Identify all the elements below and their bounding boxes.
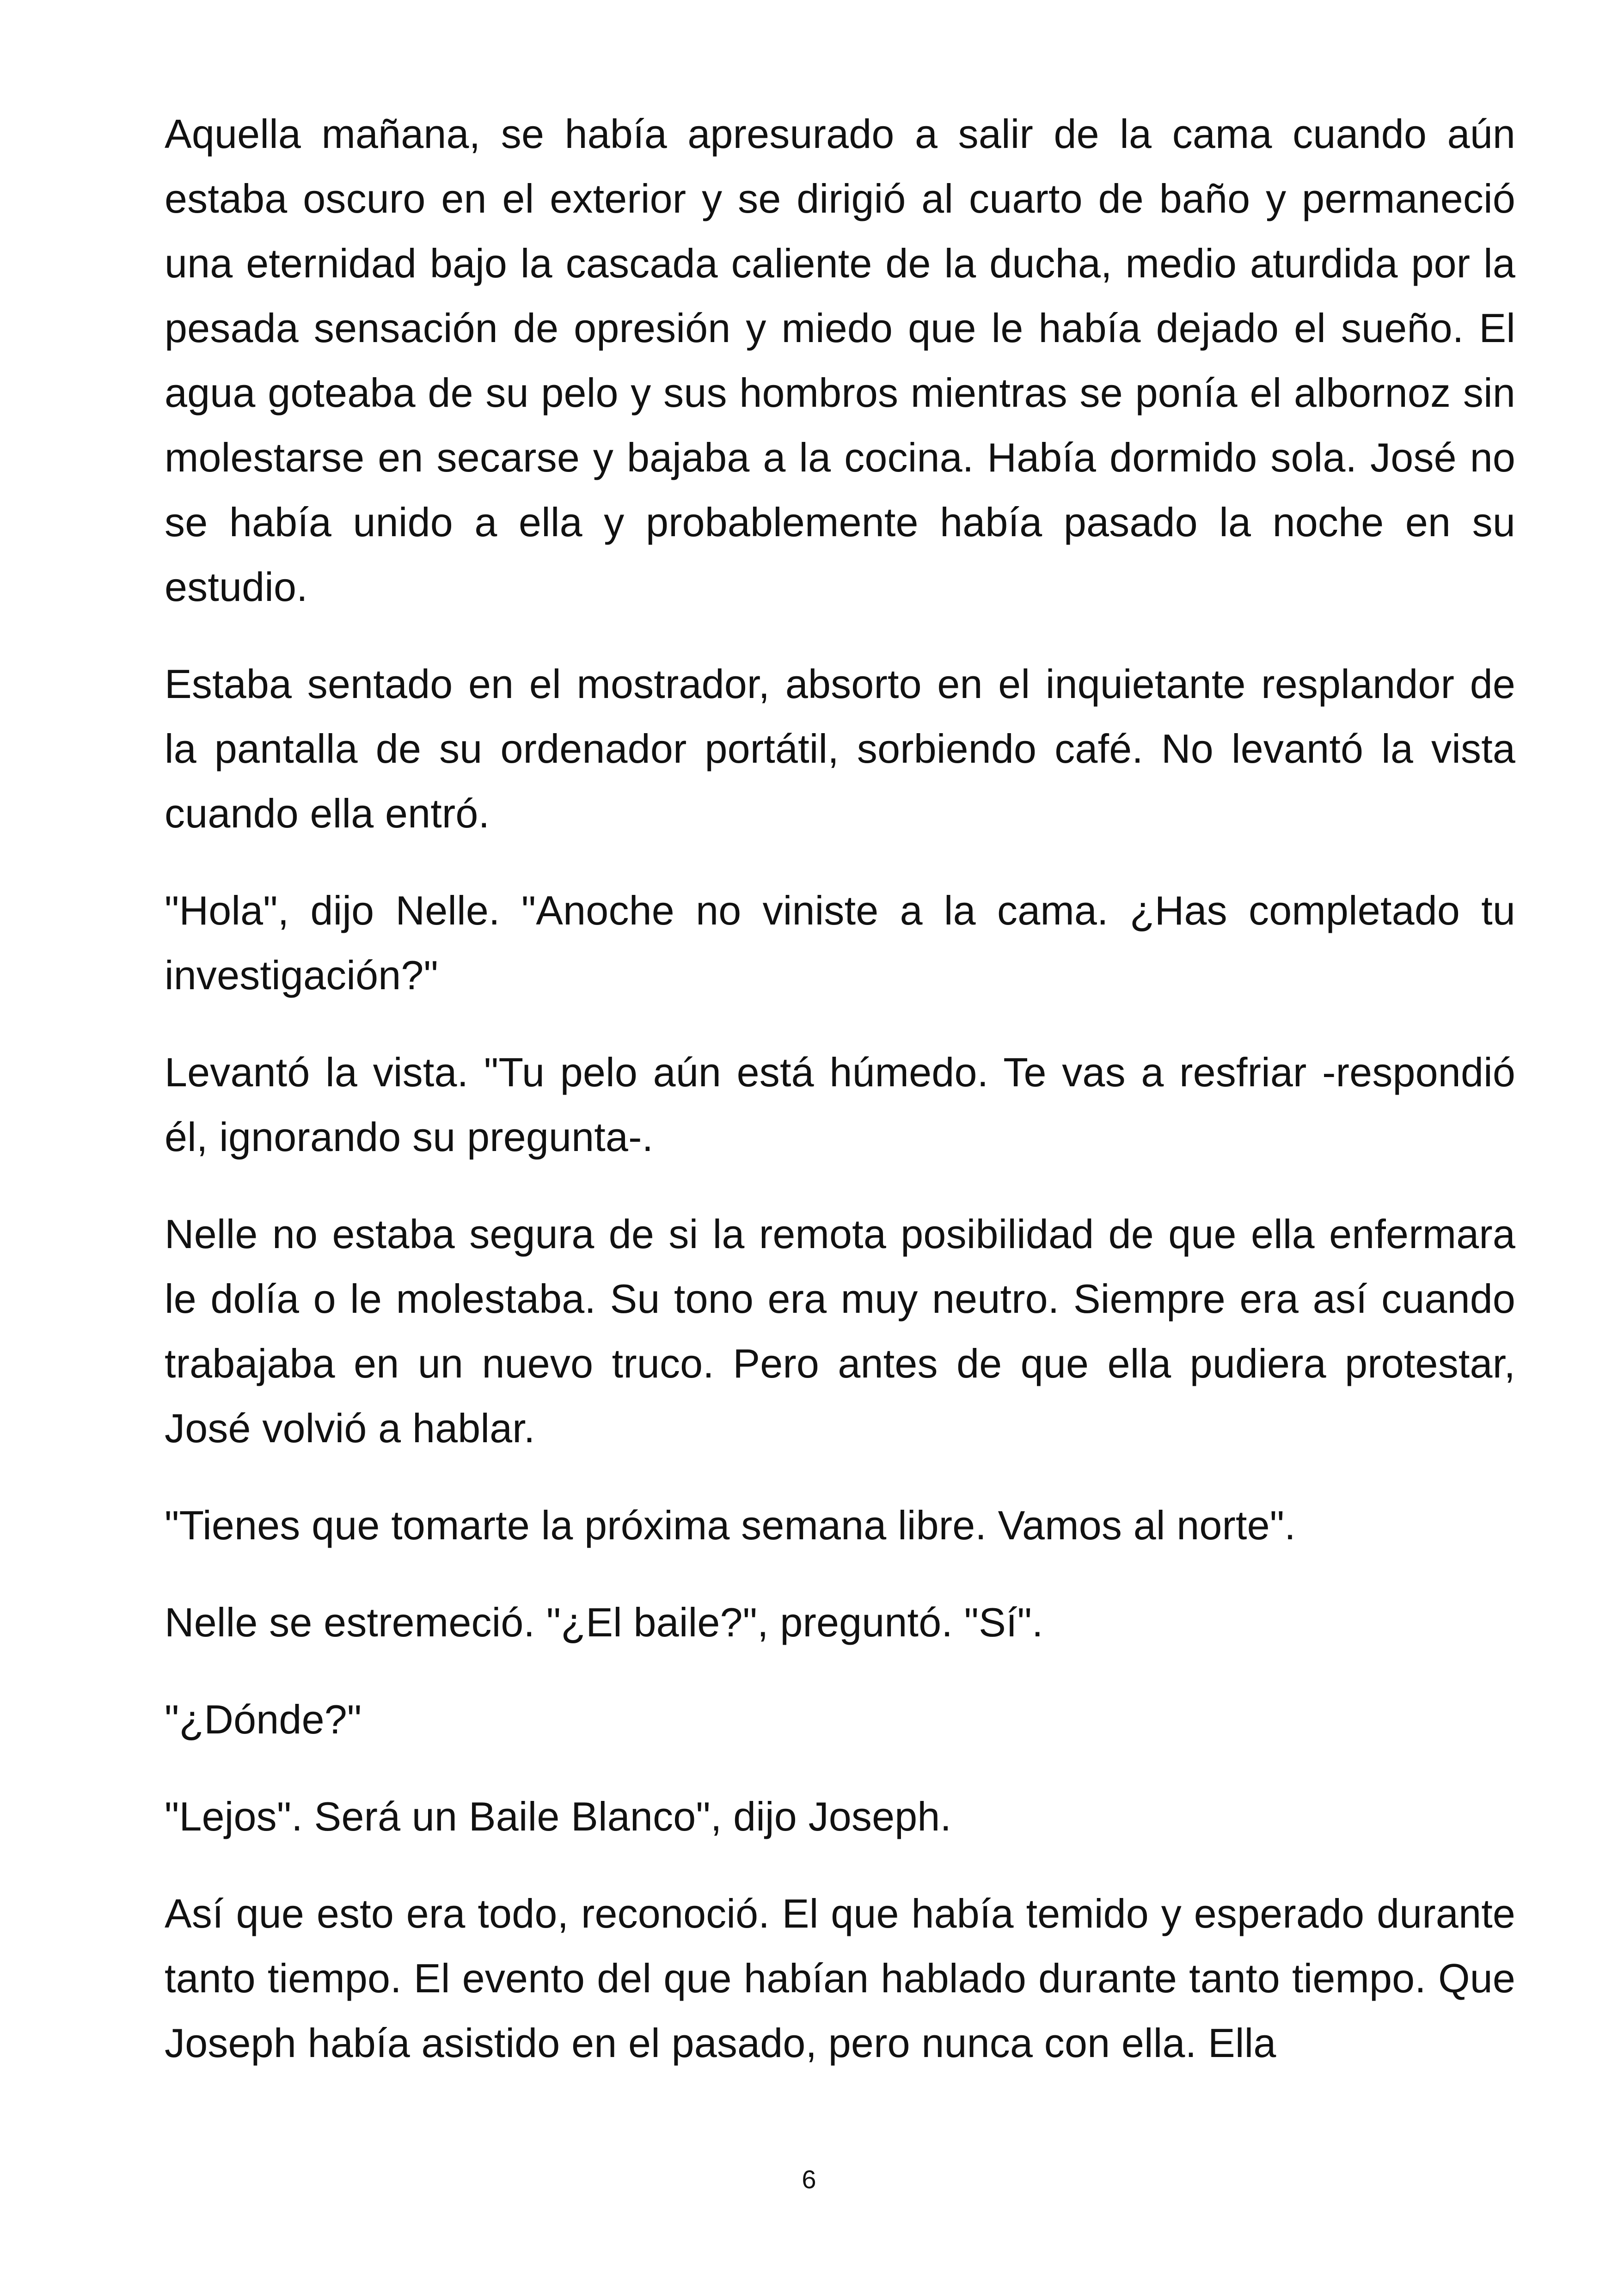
paragraph: "Tienes que tomarte la próxima semana libre. Vamos al norte". bbox=[165, 1502, 1296, 1548]
page-body bbox=[165, 102, 1515, 2108]
paragraph: Aquella mañana, se había apresurado a salir de la cama cuando aún estaba oscuro en el exterior y se dirigió al cuarto de baño y permaneció una eternidad bajo la cascada caliente de la ducha, medio aturdida por la pesada sensación de opresión y miedo que le había dejado el sueño. El agua goteaba de su pelo y sus hombros mientras se ponía el albornoz sin molestarse en secarse y bajaba a la cocina. Había dormido sola. José no se había unido a ella y probablemente había pasado la noche en su estudio. bbox=[165, 111, 1515, 610]
paragraph: "¿Dónde?" bbox=[165, 1696, 362, 1742]
paragraph: Estaba sentado en el mostrador, absorto en el inquietante resplandor de la pantalla de su ordenador portátil, sorbiendo café. No levantó la vista cuando ella entró. bbox=[165, 661, 1515, 836]
paragraph: Nelle no estaba segura de si la remota posibilidad de que ella enfermara le dolía o le molestaba. Su tono era muy neutro. Siempre era así cuando trabajaba en un nuevo truco. Pero antes de que ella pudiera protestar, José volvió a hablar. bbox=[165, 1211, 1515, 1451]
paragraph: Así que esto era todo, reconoció. El que había temido y esperado durante tanto tiempo. El evento del que habían hablado durante tanto tiempo. Que Joseph había asistido en el pasado, pero nunca con ella. Ella bbox=[165, 1891, 1515, 2066]
paragraph: Levantó la vista. "Tu pelo aún está húmedo. Te vas a resfriar -respondió él, ignorando su pregunta-. bbox=[165, 1049, 1515, 1160]
paragraph: "Hola", dijo Nelle. "Anoche no viniste a la cama. ¿Has completado tu investigación?" bbox=[165, 888, 1515, 998]
page-number: 6 bbox=[802, 2165, 816, 2194]
paragraph: Nelle se estremeció. "¿El baile?", preguntó. "Sí". bbox=[165, 1599, 1043, 1645]
paragraph: "Lejos". Será un Baile Blanco", dijo Joseph. bbox=[165, 1794, 952, 1839]
